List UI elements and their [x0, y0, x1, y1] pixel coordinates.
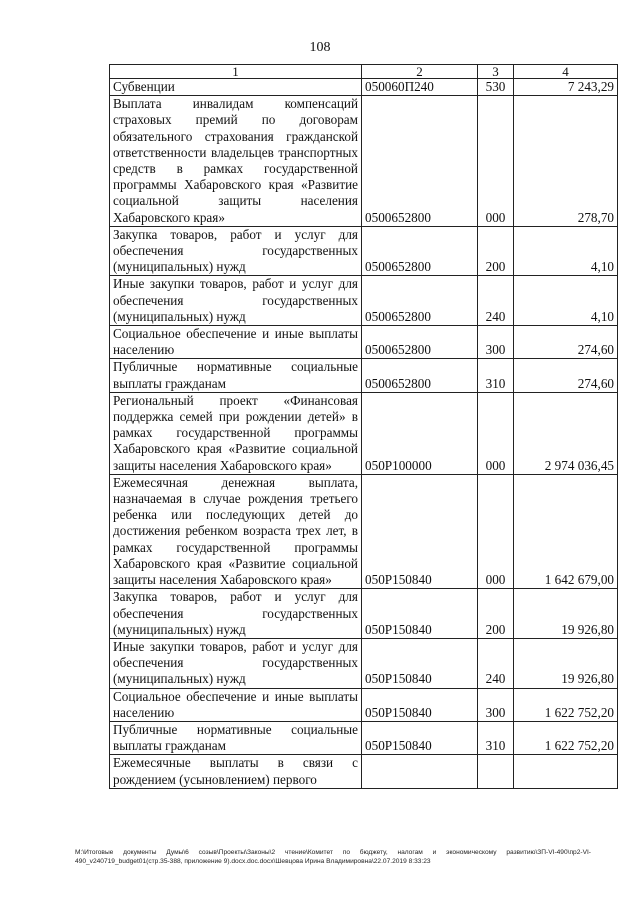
file-path-footer: M:\Итоговые документы Думы\6 созыв\Проекты\Законы\2 чтение\Комитет по бюджету, налогам и экономическому развитию\ЗП-VI-490\пр2-VI-490_v240719_budget01(стр.35-388, приложение 9).docx.doc.docx\Шевцова Ирина Владимировна\22.07.2019 8:33:23: [75, 849, 591, 865]
row-kvr-cell: 000: [478, 96, 514, 227]
row-kvr-cell: 240: [478, 276, 514, 326]
row-sum-cell: 19 926,80: [514, 589, 618, 639]
row-code-cell: 050P150840: [362, 638, 478, 688]
row-sum-cell: 278,70: [514, 96, 618, 227]
row-code-cell: 0500652800: [362, 96, 478, 227]
table-row: [110, 392, 618, 474]
row-name-cell: Закупка товаров, работ и услуг для обеспечения государственных (муниципальных) нужд: [110, 589, 362, 639]
row-code-cell: 050P100000: [362, 392, 478, 474]
row-kvr-cell: 300: [478, 688, 514, 721]
table-row: [110, 326, 618, 359]
row-name-cell: Социальное обеспечение и иные выплаты населению: [110, 326, 362, 359]
header-cell: 1: [110, 65, 362, 79]
row-sum-cell: 2 974 036,45: [514, 392, 618, 474]
row-kvr-cell: 240: [478, 638, 514, 688]
table-row: [110, 755, 618, 788]
row-sum-cell: 7 243,29: [514, 79, 618, 96]
row-sum-cell: 1 642 679,00: [514, 474, 618, 588]
row-name-cell: Публичные нормативные социальные выплаты гражданам: [110, 359, 362, 392]
row-sum-cell: 1 622 752,20: [514, 688, 618, 721]
row-code-cell: 050P150840: [362, 688, 478, 721]
budget-table: [109, 64, 618, 789]
row-kvr-cell: 000: [478, 392, 514, 474]
row-code-cell: 0500652800: [362, 276, 478, 326]
row-sum-cell: 274,60: [514, 326, 618, 359]
header-cell: 3: [478, 65, 514, 79]
row-code-cell: 0500652800: [362, 359, 478, 392]
table-row: [110, 359, 618, 392]
table-header-row: [110, 65, 618, 79]
row-sum-cell: 4,10: [514, 226, 618, 276]
row-sum-cell: [514, 755, 618, 788]
row-kvr-cell: 000: [478, 474, 514, 588]
table-row: [110, 474, 618, 588]
header-cell: 4: [514, 65, 618, 79]
row-name-cell: Ежемесячные выплаты в связи с рождением (усыновлением) первого: [110, 755, 362, 788]
row-name-cell: Закупка товаров, работ и услуг для обеспечения государственных (муниципальных) нужд: [110, 226, 362, 276]
row-kvr-cell: [478, 755, 514, 788]
table-row: [110, 688, 618, 721]
row-sum-cell: 274,60: [514, 359, 618, 392]
row-code-cell: 050060П240: [362, 79, 478, 96]
row-name-cell: Социальное обеспечение и иные выплаты населению: [110, 688, 362, 721]
row-code-cell: 0500652800: [362, 226, 478, 276]
row-sum-cell: 19 926,80: [514, 638, 618, 688]
row-kvr-cell: 310: [478, 721, 514, 754]
table-row: [110, 79, 618, 96]
table-row: [110, 721, 618, 754]
row-name-cell: Публичные нормативные социальные выплаты гражданам: [110, 721, 362, 754]
row-sum-cell: 4,10: [514, 276, 618, 326]
table-row: [110, 276, 618, 326]
row-code-cell: [362, 755, 478, 788]
row-kvr-cell: 200: [478, 226, 514, 276]
row-name-cell: Региональный проект «Финансовая поддержка семей при рождении детей» в рамках государственной программы Хабаровского края «Развитие социальной защиты населения Хабаровского края»: [110, 392, 362, 474]
row-kvr-cell: 200: [478, 589, 514, 639]
row-sum-cell: 1 622 752,20: [514, 721, 618, 754]
table-row: [110, 638, 618, 688]
page-number: 108: [309, 40, 331, 55]
row-kvr-cell: 310: [478, 359, 514, 392]
row-name-cell: Иные закупки товаров, работ и услуг для обеспечения государственных (муниципальных) нужд: [110, 276, 362, 326]
table-row: [110, 96, 618, 227]
row-name-cell: Ежемесячная денежная выплата, назначаемая в случае рождения третьего ребенка или последующих детей до достижения ребенком возраста трех лет, в рамках государственной программы Хабаровского края «Развитие социальной защиты населения Хабаровского края»: [110, 474, 362, 588]
row-code-cell: 050P150840: [362, 721, 478, 754]
row-code-cell: 050P150840: [362, 474, 478, 588]
row-name-cell: Иные закупки товаров, работ и услуг для обеспечения государственных (муниципальных) нужд: [110, 638, 362, 688]
row-kvr-cell: 300: [478, 326, 514, 359]
row-code-cell: 050P150840: [362, 589, 478, 639]
table-row: [110, 226, 618, 276]
row-name-cell: Выплата инвалидам компенсаций страховых премий по договорам обязательного страхования гражданской ответственности владельцев транспортных средств в рамках государственной программы Хабаровского края «Развитие социальной защиты населения Хабаровского края»: [110, 96, 362, 227]
row-code-cell: 0500652800: [362, 326, 478, 359]
header-cell: 2: [362, 65, 478, 79]
table-row: [110, 589, 618, 639]
row-kvr-cell: 530: [478, 79, 514, 96]
row-name-cell: Субвенции: [110, 79, 362, 96]
